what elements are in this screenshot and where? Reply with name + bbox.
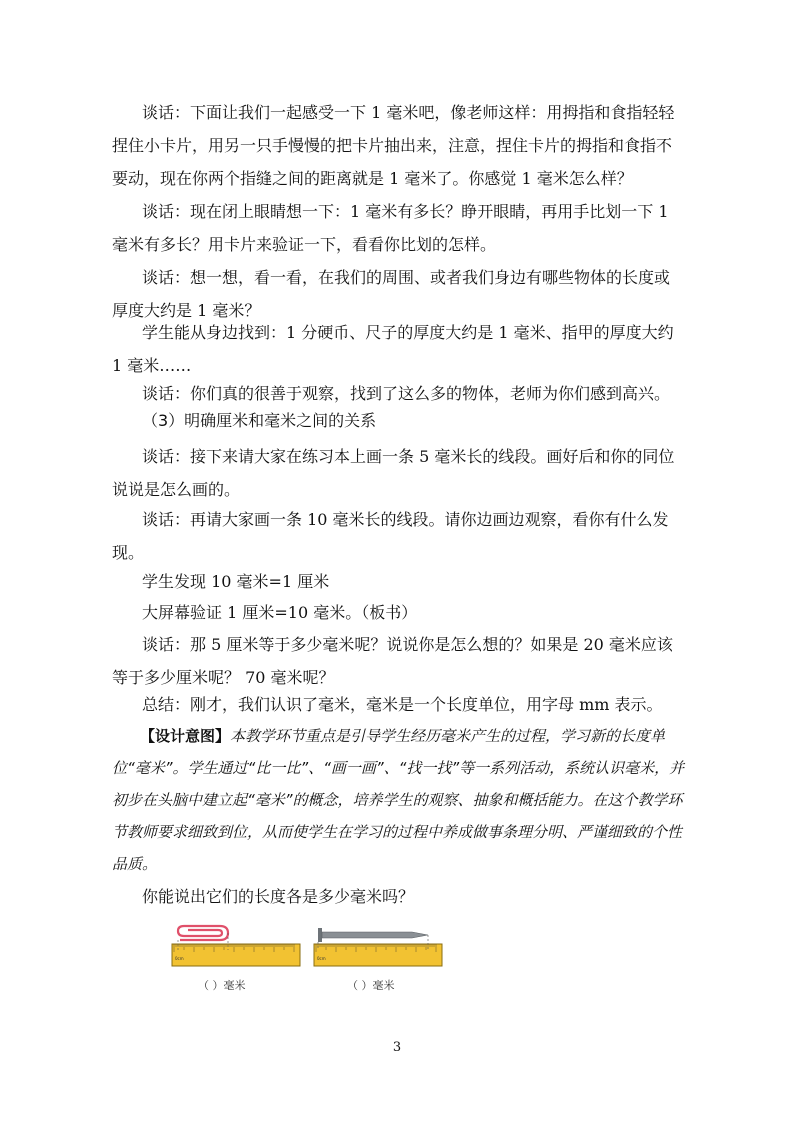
question-text: 你能说出它们的长度各是多少毫米吗？ [142,887,415,906]
design-intent [112,720,692,880]
ruler-unit-label: 0cm [175,956,184,961]
ruler-unit-label: 0cm [317,956,326,961]
answer-blank-1: （ ）毫米 [198,979,246,992]
paragraph-convert-question: 谈话：那 5 厘米等于多少毫米呢？说说你是怎么想的？如果是 20 毫米应该等于多少厘米呢？ 70 毫米呢？ [112,635,673,687]
paragraph-student-answers: 学生能从身边找到：1 分硬币、尺子的厚度大约是 1 毫米、指甲的厚度大约 1 毫米…… [112,323,674,375]
paragraph-draw-10mm: 谈话：再请大家画一条 10 毫米长的线段。请你边画边观察，看你有什么发现。 [112,510,669,562]
paragraph-praise: 谈话：你们真的很善于观察，找到了这么多的物体，老师为你们感到高兴。 [142,384,671,403]
design-intent-text: 本教学环节重点是引导学生经历毫米产生的过程，学习新的长度单位“毫米”。学生通过“比一比”、“画一画”、“找一找”等一系列活动，系统认识毫米，并初步在头脑中建立起“毫米”的概念，培养学生的观察、抽象和概括能力。在这个教学环节教师要求细致到位，从而使学生在学习的过程中养成做事条理分明、严谨细致的个性品质。 [112,727,685,873]
paragraph-screen-verify: 大屏幕验证 1 厘米=10 毫米。（板书） [142,603,418,622]
nail-ruler-figure [312,920,444,970]
paragraph-close-eyes: 谈话：现在闭上眼睛想一下：1 毫米有多长？睁开眼睛，再用手比划一下 1 毫米有多长？用卡片来验证一下，看看你比划的怎样。 [112,202,669,254]
section-heading-3: （3）明确厘米和毫米之间的关系 [142,411,377,430]
paragraph-find-objects: 谈话：想一想，看一看，在我们的周围、或者我们身边有哪些物体的长度或厚度大约是 1 毫米？ [112,268,671,320]
answer-blank-2: （ ）毫米 [347,979,395,992]
paragraph-feel-1mm: 谈话：下面让我们一起感受一下 1 毫米吧，像老师这样：用拇指和食指轻轻捏住小卡片，用另一只手慢慢的把卡片抽出来，注意，捏住卡片的拇指和食指不要动，现在你两个指缝之间的距离就是 1 毫米了。你感觉 1 毫米怎么样？ [112,103,675,188]
paperclip-ruler-figure [170,920,302,970]
paperclip-icon [178,926,228,940]
nail-head-icon [318,928,322,942]
ruler-body [314,944,442,966]
paragraph-summary: 总结：刚才，我们认识了毫米，毫米是一个长度单位，用字母 mm 表示。 [142,695,663,714]
paragraph-draw-5mm: 谈话：接下来请大家在练习本上画一条 5 毫米长的线段。画好后和你的同位说说是怎么画的。 [112,447,675,499]
nail-icon [322,932,428,938]
page-number: 3 [392,1040,402,1055]
ruler-body [172,944,300,966]
design-intent-label: 【设计意图】 [140,727,231,745]
paragraph-student-discovery: 学生发现 10 毫米=1 厘米 [142,572,330,591]
